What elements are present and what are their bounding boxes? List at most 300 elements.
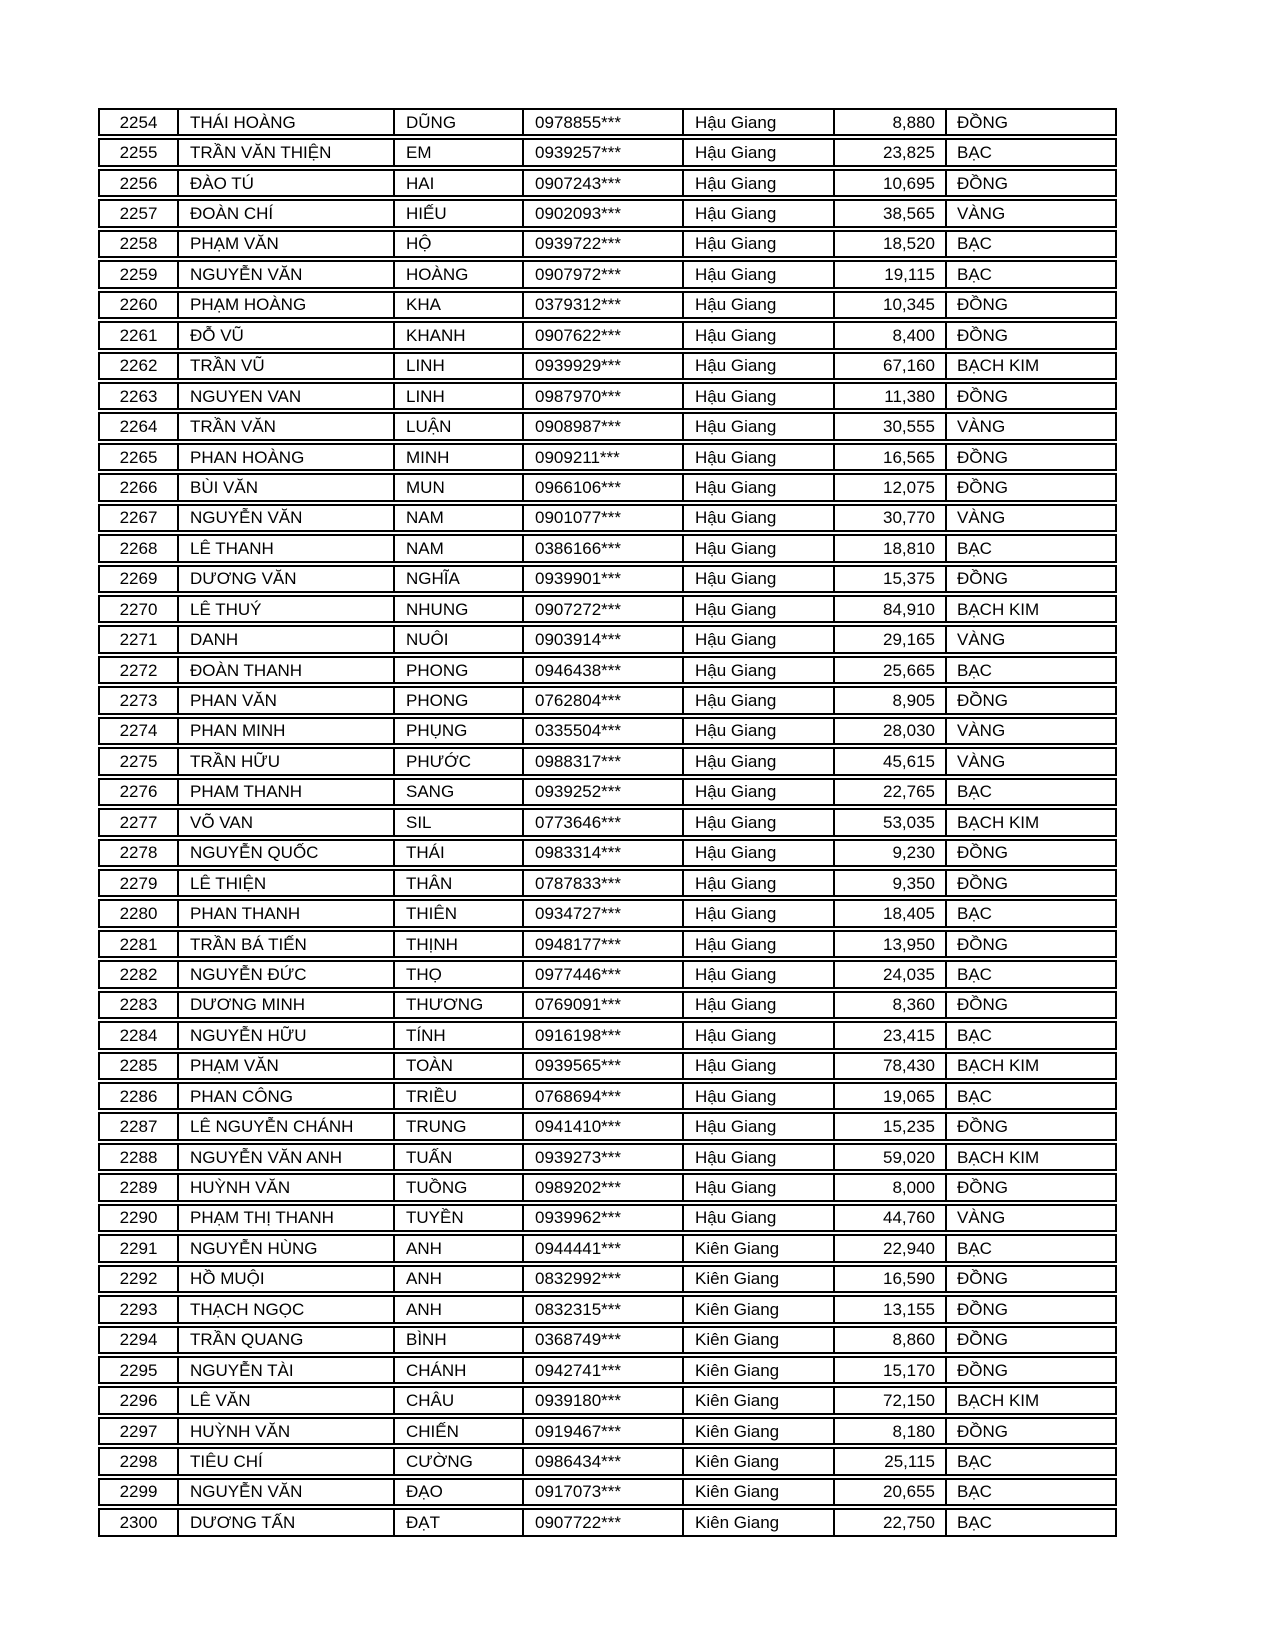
cell-amount: 78,430 <box>833 1054 945 1078</box>
cell-province: Kiên Giang <box>682 1419 833 1443</box>
cell-last-name: BÙI VĂN <box>177 475 393 499</box>
cell-tier: ĐỒNG <box>945 932 1115 956</box>
cell-province: Hậu Giang <box>682 323 833 347</box>
cell-index: 2291 <box>119 1238 158 1258</box>
cell-province: Kiên Giang <box>682 1388 833 1412</box>
cell-tier: ĐỒNG <box>945 1358 1115 1382</box>
cell-first-name: NGHĨA <box>393 567 522 591</box>
table-row <box>98 899 1117 927</box>
cell-amount: 15,170 <box>833 1358 945 1382</box>
cell-phone: 0907622*** <box>522 323 682 347</box>
cell-phone: 0909211*** <box>522 445 682 469</box>
cell-amount: 67,160 <box>833 354 945 378</box>
cell-index: 2268 <box>119 538 158 558</box>
cell-province: Kiên Giang <box>682 1449 833 1473</box>
cell-index: 2286 <box>119 1086 158 1106</box>
cell-phone: 0917073*** <box>522 1480 682 1504</box>
cell-province: Hậu Giang <box>682 901 833 925</box>
cell-index: 2282 <box>119 964 158 984</box>
cell-province: Hậu Giang <box>682 1114 833 1138</box>
cell-amount: 8,880 <box>833 110 945 134</box>
table-row <box>98 1173 1117 1201</box>
cell-first-name: PHỤNG <box>393 719 522 743</box>
cell-phone: 0907722*** <box>522 1510 682 1534</box>
cell-amount: 19,115 <box>833 262 945 286</box>
cell-tier: VÀNG <box>945 719 1115 743</box>
cell-index: 2265 <box>119 447 158 467</box>
table-row <box>98 595 1117 623</box>
table-row <box>98 1386 1117 1414</box>
cell-amount: 8,400 <box>833 323 945 347</box>
cell-phone: 0948177*** <box>522 932 682 956</box>
cell-tier: BẠC <box>945 1023 1115 1047</box>
cell-province: Hậu Giang <box>682 536 833 560</box>
cell-amount: 16,590 <box>833 1267 945 1291</box>
cell-tier: ĐỒNG <box>945 1297 1115 1321</box>
cell-amount: 19,065 <box>833 1084 945 1108</box>
table-row <box>98 260 1117 288</box>
cell-phone: 0939257*** <box>522 140 682 164</box>
cell-province: Hậu Giang <box>682 171 833 195</box>
cell-province: Hậu Giang <box>682 1175 833 1199</box>
table-row <box>98 169 1117 197</box>
cell-tier: ĐỒNG <box>945 293 1115 317</box>
cell-tier: ĐỒNG <box>945 475 1115 499</box>
cell-tier: BẠCH KIM <box>945 597 1115 621</box>
table-row <box>98 1143 1117 1171</box>
cell-last-name: TRẦN HỮU <box>177 749 393 773</box>
cell-last-name: NGUYỄN QUỐC <box>177 841 393 865</box>
cell-last-name: TIÊU CHÍ <box>177 1449 393 1473</box>
table-row <box>98 1478 1117 1506</box>
cell-first-name: PHONG <box>393 688 522 712</box>
cell-first-name: ĐẠT <box>393 1510 522 1534</box>
cell-index: 2296 <box>119 1391 158 1411</box>
cell-last-name: PHAM THANH <box>177 780 393 804</box>
cell-tier: VÀNG <box>945 749 1115 773</box>
cell-last-name: HUỲNH VĂN <box>177 1419 393 1443</box>
cell-province: Hậu Giang <box>682 1054 833 1078</box>
cell-first-name: CHÁNH <box>393 1358 522 1382</box>
cell-province: Hậu Giang <box>682 414 833 438</box>
cell-province: Hậu Giang <box>682 293 833 317</box>
table-row <box>98 960 1117 988</box>
cell-index: 2257 <box>119 204 158 224</box>
cell-tier: BẠC <box>945 1084 1115 1108</box>
cell-phone: 0773646*** <box>522 810 682 834</box>
table-row <box>98 352 1117 380</box>
cell-first-name: THÂN <box>393 871 522 895</box>
cell-index: 2297 <box>119 1421 158 1441</box>
cell-amount: 20,655 <box>833 1480 945 1504</box>
cell-last-name: NGUYỄN VĂN <box>177 262 393 286</box>
cell-first-name: THƯƠNG <box>393 993 522 1017</box>
cell-amount: 15,235 <box>833 1114 945 1138</box>
cell-tier: VÀNG <box>945 414 1115 438</box>
cell-last-name: HỒ MUỘI <box>177 1267 393 1291</box>
cell-phone: 0942741*** <box>522 1358 682 1382</box>
cell-first-name: HIẾU <box>393 201 522 225</box>
cell-province: Kiên Giang <box>682 1358 833 1382</box>
cell-phone: 0902093*** <box>522 201 682 225</box>
cell-index: 2254 <box>119 112 158 132</box>
cell-amount: 72,150 <box>833 1388 945 1412</box>
cell-index: 2292 <box>119 1269 158 1289</box>
cell-first-name: MINH <box>393 445 522 469</box>
cell-index: 2270 <box>119 599 158 619</box>
cell-amount: 8,360 <box>833 993 945 1017</box>
cell-index: 2271 <box>119 630 158 650</box>
cell-index: 2293 <box>119 1299 158 1319</box>
cell-first-name: TUYỀN <box>393 1206 522 1230</box>
cell-index: 2266 <box>119 477 158 497</box>
cell-tier: VÀNG <box>945 627 1115 651</box>
cell-tier: ĐỒNG <box>945 1419 1115 1443</box>
cell-province: Hậu Giang <box>682 384 833 408</box>
cell-index: 2273 <box>119 691 158 711</box>
cell-amount: 30,770 <box>833 506 945 530</box>
cell-phone: 0983314*** <box>522 841 682 865</box>
cell-amount: 8,905 <box>833 688 945 712</box>
cell-index: 2261 <box>119 325 158 345</box>
cell-index: 2274 <box>119 721 158 741</box>
table-row <box>98 443 1117 471</box>
cell-phone: 0966106*** <box>522 475 682 499</box>
cell-phone: 0988317*** <box>522 749 682 773</box>
cell-amount: 9,350 <box>833 871 945 895</box>
cell-last-name: PHAN MINH <box>177 719 393 743</box>
cell-province: Hậu Giang <box>682 749 833 773</box>
cell-province: Hậu Giang <box>682 475 833 499</box>
cell-last-name: PHAN HOÀNG <box>177 445 393 469</box>
cell-province: Hậu Giang <box>682 262 833 286</box>
table-row <box>98 1356 1117 1384</box>
table-row <box>98 747 1117 775</box>
cell-amount: 18,520 <box>833 232 945 256</box>
cell-tier: BẠC <box>945 536 1115 560</box>
cell-index: 2298 <box>119 1451 158 1471</box>
cell-province: Hậu Giang <box>682 627 833 651</box>
cell-last-name: ĐỖ VŨ <box>177 323 393 347</box>
cell-tier: ĐỒNG <box>945 993 1115 1017</box>
cell-phone: 0762804*** <box>522 688 682 712</box>
cell-first-name: THIÊN <box>393 901 522 925</box>
cell-province: Hậu Giang <box>682 445 833 469</box>
cell-first-name: TÍNH <box>393 1023 522 1047</box>
table-row <box>98 869 1117 897</box>
cell-first-name: TRIỀU <box>393 1084 522 1108</box>
cell-province: Hậu Giang <box>682 1023 833 1047</box>
cell-amount: 28,030 <box>833 719 945 743</box>
cell-province: Hậu Giang <box>682 110 833 134</box>
cell-tier: ĐỒNG <box>945 688 1115 712</box>
cell-tier: ĐỒNG <box>945 110 1115 134</box>
cell-first-name: PHƯỚC <box>393 749 522 773</box>
cell-first-name: HỘ <box>393 232 522 256</box>
cell-province: Kiên Giang <box>682 1236 833 1260</box>
cell-index: 2287 <box>119 1117 158 1137</box>
cell-amount: 8,860 <box>833 1328 945 1352</box>
cell-index: 2289 <box>119 1178 158 1198</box>
cell-last-name: NGUYỄN HỮU <box>177 1023 393 1047</box>
table-row <box>98 717 1117 745</box>
table-row <box>98 199 1117 227</box>
cell-province: Hậu Giang <box>682 201 833 225</box>
cell-amount: 12,075 <box>833 475 945 499</box>
cell-last-name: TRẦN VŨ <box>177 354 393 378</box>
table-row <box>98 1265 1117 1293</box>
cell-tier: BẠCH KIM <box>945 1388 1115 1412</box>
cell-index: 2278 <box>119 843 158 863</box>
cell-phone: 0907972*** <box>522 262 682 286</box>
cell-amount: 9,230 <box>833 841 945 865</box>
table-row <box>98 1508 1117 1536</box>
cell-amount: 11,380 <box>833 384 945 408</box>
cell-index: 2288 <box>119 1147 158 1167</box>
cell-province: Hậu Giang <box>682 597 833 621</box>
cell-phone: 0787833*** <box>522 871 682 895</box>
cell-phone: 0769091*** <box>522 993 682 1017</box>
cell-last-name: DƯƠNG VĂN <box>177 567 393 591</box>
table-row <box>98 778 1117 806</box>
cell-amount: 25,115 <box>833 1449 945 1473</box>
cell-phone: 0368749*** <box>522 1328 682 1352</box>
cell-tier: ĐỒNG <box>945 384 1115 408</box>
cell-first-name: LUẬN <box>393 414 522 438</box>
cell-index: 2255 <box>119 143 158 163</box>
cell-province: Hậu Giang <box>682 1206 833 1230</box>
cell-last-name: LÊ THANH <box>177 536 393 560</box>
cell-tier: ĐỒNG <box>945 841 1115 865</box>
table-row <box>98 1082 1117 1110</box>
table-row <box>98 1295 1117 1323</box>
cell-amount: 13,155 <box>833 1297 945 1321</box>
cell-last-name: LÊ THIỆN <box>177 871 393 895</box>
cell-index: 2272 <box>119 660 158 680</box>
cell-last-name: PHAN VĂN <box>177 688 393 712</box>
cell-last-name: TRẦN VĂN THIỆN <box>177 140 393 164</box>
cell-province: Hậu Giang <box>682 993 833 1017</box>
cell-province: Kiên Giang <box>682 1510 833 1534</box>
cell-index: 2285 <box>119 1056 158 1076</box>
cell-first-name: ĐẠO <box>393 1480 522 1504</box>
cell-phone: 0901077*** <box>522 506 682 530</box>
cell-amount: 84,910 <box>833 597 945 621</box>
cell-amount: 8,000 <box>833 1175 945 1199</box>
cell-amount: 15,375 <box>833 567 945 591</box>
cell-first-name: NAM <box>393 536 522 560</box>
cell-first-name: ANH <box>393 1267 522 1291</box>
cell-first-name: NHUNG <box>393 597 522 621</box>
cell-province: Hậu Giang <box>682 354 833 378</box>
cell-province: Hậu Giang <box>682 780 833 804</box>
cell-first-name: PHONG <box>393 658 522 682</box>
cell-phone: 0386166*** <box>522 536 682 560</box>
cell-phone: 0944441*** <box>522 1236 682 1260</box>
cell-tier: VÀNG <box>945 1206 1115 1230</box>
cell-first-name: NAM <box>393 506 522 530</box>
cell-amount: 8,180 <box>833 1419 945 1443</box>
cell-last-name: TRẦN VĂN <box>177 414 393 438</box>
table-row <box>98 839 1117 867</box>
cell-index: 2295 <box>119 1360 158 1380</box>
cell-phone: 0335504*** <box>522 719 682 743</box>
cell-amount: 30,555 <box>833 414 945 438</box>
table-row <box>98 504 1117 532</box>
table-row <box>98 808 1117 836</box>
cell-last-name: PHẠM VĂN <box>177 1054 393 1078</box>
cell-index: 2275 <box>119 751 158 771</box>
cell-tier: BẠCH KIM <box>945 1145 1115 1169</box>
cell-last-name: NGUYEN VAN <box>177 384 393 408</box>
table-row <box>98 1447 1117 1475</box>
cell-last-name: NGUYỄN HÙNG <box>177 1236 393 1260</box>
cell-amount: 16,565 <box>833 445 945 469</box>
table-row <box>98 108 1117 136</box>
cell-last-name: ĐÀO TÚ <box>177 171 393 195</box>
cell-phone: 0908987*** <box>522 414 682 438</box>
cell-last-name: PHAN CÔNG <box>177 1084 393 1108</box>
cell-tier: BẠC <box>945 1510 1115 1534</box>
cell-last-name: HUỲNH VĂN <box>177 1175 393 1199</box>
cell-last-name: THÁI HOÀNG <box>177 110 393 134</box>
table-row <box>98 230 1117 258</box>
table-row <box>98 321 1117 349</box>
cell-phone: 0907243*** <box>522 171 682 195</box>
cell-phone: 0832315*** <box>522 1297 682 1321</box>
cell-amount: 13,950 <box>833 932 945 956</box>
cell-tier: ĐỒNG <box>945 323 1115 347</box>
cell-phone: 0978855*** <box>522 110 682 134</box>
cell-last-name: NGUYỄN ĐỨC <box>177 962 393 986</box>
cell-index: 2277 <box>119 812 158 832</box>
cell-tier: ĐỒNG <box>945 1328 1115 1352</box>
cell-first-name: SIL <box>393 810 522 834</box>
cell-tier: BẠC <box>945 780 1115 804</box>
cell-index: 2280 <box>119 904 158 924</box>
cell-phone: 0907272*** <box>522 597 682 621</box>
cell-index: 2294 <box>119 1330 158 1350</box>
cell-amount: 24,035 <box>833 962 945 986</box>
cell-tier: BẠC <box>945 1480 1115 1504</box>
cell-amount: 59,020 <box>833 1145 945 1169</box>
cell-amount: 10,345 <box>833 293 945 317</box>
cell-amount: 44,760 <box>833 1206 945 1230</box>
cell-last-name: TRẦN BÁ TIẾN <box>177 932 393 956</box>
cell-phone: 0379312*** <box>522 293 682 317</box>
cell-tier: VÀNG <box>945 506 1115 530</box>
cell-first-name: BÌNH <box>393 1328 522 1352</box>
cell-province: Hậu Giang <box>682 140 833 164</box>
cell-phone: 0916198*** <box>522 1023 682 1047</box>
cell-first-name: CHIẾN <box>393 1419 522 1443</box>
cell-tier: ĐỒNG <box>945 567 1115 591</box>
table-row <box>98 930 1117 958</box>
cell-last-name: NGUYỄN VĂN <box>177 506 393 530</box>
cell-first-name: NUÔI <box>393 627 522 651</box>
cell-first-name: LINH <box>393 354 522 378</box>
table-row <box>98 565 1117 593</box>
table-row <box>98 382 1117 410</box>
cell-phone: 0939273*** <box>522 1145 682 1169</box>
cell-tier: BẠC <box>945 658 1115 682</box>
cell-phone: 0939722*** <box>522 232 682 256</box>
cell-tier: ĐỒNG <box>945 871 1115 895</box>
cell-first-name: SANG <box>393 780 522 804</box>
cell-amount: 45,615 <box>833 749 945 773</box>
cell-tier: BẠCH KIM <box>945 1054 1115 1078</box>
cell-amount: 22,750 <box>833 1510 945 1534</box>
cell-province: Kiên Giang <box>682 1297 833 1321</box>
cell-province: Hậu Giang <box>682 841 833 865</box>
cell-tier: BẠC <box>945 1236 1115 1260</box>
cell-phone: 0941410*** <box>522 1114 682 1138</box>
table-row <box>98 534 1117 562</box>
cell-amount: 23,415 <box>833 1023 945 1047</box>
cell-first-name: LINH <box>393 384 522 408</box>
cell-first-name: TRUNG <box>393 1114 522 1138</box>
cell-tier: BẠC <box>945 962 1115 986</box>
cell-last-name: PHẠM VĂN <box>177 232 393 256</box>
cell-index: 2283 <box>119 995 158 1015</box>
cell-last-name: NGUYỄN VĂN <box>177 1480 393 1504</box>
cell-last-name: NGUYỄN VĂN ANH <box>177 1145 393 1169</box>
cell-province: Kiên Giang <box>682 1480 833 1504</box>
table-row <box>98 1326 1117 1354</box>
table-row <box>98 1204 1117 1232</box>
cell-first-name: KHA <box>393 293 522 317</box>
cell-phone: 0939901*** <box>522 567 682 591</box>
cell-index: 2269 <box>119 569 158 589</box>
cell-province: Kiên Giang <box>682 1267 833 1291</box>
cell-phone: 0903914*** <box>522 627 682 651</box>
cell-first-name: DŨNG <box>393 110 522 134</box>
cell-first-name: HAI <box>393 171 522 195</box>
cell-tier: VÀNG <box>945 201 1115 225</box>
table-row <box>98 1112 1117 1140</box>
cell-last-name: LÊ THUÝ <box>177 597 393 621</box>
cell-province: Hậu Giang <box>682 506 833 530</box>
cell-tier: ĐỒNG <box>945 1267 1115 1291</box>
cell-province: Hậu Giang <box>682 719 833 743</box>
cell-province: Hậu Giang <box>682 932 833 956</box>
cell-index: 2276 <box>119 782 158 802</box>
cell-phone: 0939180*** <box>522 1388 682 1412</box>
cell-province: Hậu Giang <box>682 1084 833 1108</box>
cell-phone: 0986434*** <box>522 1449 682 1473</box>
cell-amount: 38,565 <box>833 201 945 225</box>
cell-index: 2262 <box>119 356 158 376</box>
cell-province: Hậu Giang <box>682 871 833 895</box>
table-row <box>98 1417 1117 1445</box>
cell-phone: 0989202*** <box>522 1175 682 1199</box>
cell-first-name: EM <box>393 140 522 164</box>
table-row <box>98 1052 1117 1080</box>
cell-province: Hậu Giang <box>682 1145 833 1169</box>
cell-tier: BẠCH KIM <box>945 810 1115 834</box>
cell-index: 2267 <box>119 508 158 528</box>
cell-tier: BẠC <box>945 901 1115 925</box>
cell-tier: ĐỒNG <box>945 1114 1115 1138</box>
table-row <box>98 625 1117 653</box>
cell-amount: 29,165 <box>833 627 945 651</box>
cell-index: 2259 <box>119 264 158 284</box>
cell-province: Hậu Giang <box>682 232 833 256</box>
cell-amount: 18,405 <box>833 901 945 925</box>
cell-tier: ĐỒNG <box>945 1175 1115 1199</box>
cell-last-name: LÊ VĂN <box>177 1388 393 1412</box>
cell-last-name: PHẠM THỊ THANH <box>177 1206 393 1230</box>
